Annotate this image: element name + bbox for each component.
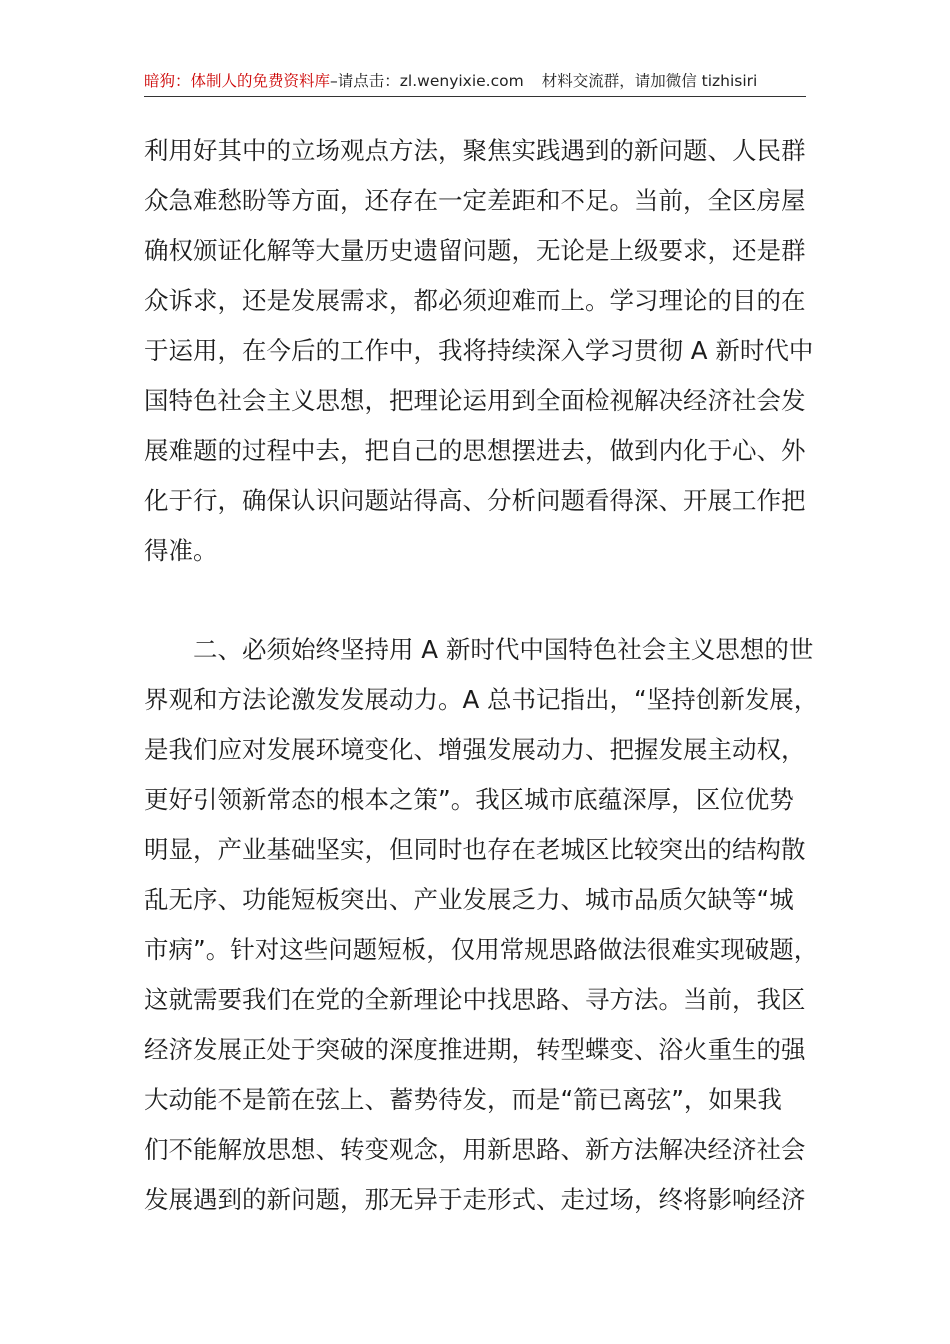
paragraph2-line: 市病”。针对这些问题短板，仅用常规思路做法很难实现破题， xyxy=(144,935,819,964)
paragraph2-line: 发展遇到的新问题，那无异于走形式、走过场，终将影响经济 xyxy=(144,1185,806,1214)
paragraph2-line: 们不能解放思想、转变观念，用新思路、新方法解决经济社会 xyxy=(144,1135,806,1164)
header-wechat-note: 材料交流群，请加微信 tizhisiri xyxy=(541,72,758,90)
paragraph1-line: 化于行，确保认识问题站得高、分析问题看得深、开展工作把 xyxy=(144,486,806,515)
paragraph1-line: 国特色社会主义思想，把理论运用到全面检视解决经济社会发 xyxy=(144,386,806,415)
paragraph2-line: 界观和方法论激发发展动力。A 总书记指出，“坚持创新发展， xyxy=(144,685,819,714)
paragraph1-line: 众诉求，还是发展需求，都必须迎难而上。学习理论的目的在 xyxy=(144,286,806,315)
paragraph2-line: 更好引领新常态的根本之策”。我区城市底蕴深厚，区位优势 xyxy=(144,785,794,814)
paragraph1-line: 确权颁证化解等大量历史遗留问题，无论是上级要求，还是群 xyxy=(144,236,806,265)
paragraph1-line: 得准。 xyxy=(144,536,218,565)
paragraph2-line: 二、必须始终坚持用 A 新时代中国特色社会主义思想的世 xyxy=(193,635,814,664)
header-link-prefix: –请点击： xyxy=(330,72,400,90)
header-site-name: 暗狗：体制人的免费资料库 xyxy=(144,72,331,90)
paragraph2-line: 明显，产业基础坚实，但同时也存在老城区比较突出的结构散 xyxy=(144,835,806,864)
paragraph1-line: 展难题的过程中去，把自己的思想摆进去，做到内化于心、外 xyxy=(144,436,806,465)
paragraph2-line: 乱无序、功能短板突出、产业发展乏力、城市品质欠缺等“城 xyxy=(144,885,794,914)
header-link[interactable]: zl.wenyixie.com xyxy=(399,72,524,90)
page-header xyxy=(144,70,806,94)
paragraph2-line: 这就需要我们在党的全新理论中找思路、寻方法。当前，我区 xyxy=(144,985,806,1014)
paragraph1-line: 于运用，在今后的工作中，我将持续深入学习贯彻 A 新时代中 xyxy=(144,336,814,365)
paragraph2-line: 是我们应对发展环境变化、增强发展动力、把握发展主动权， xyxy=(144,735,806,764)
paragraph2-line: 经济发展正处于突破的深度推进期，转型蝶变、浴火重生的强 xyxy=(144,1035,806,1064)
paragraph1-line: 利用好其中的立场观点方法，聚焦实践遇到的新问题、人民群 xyxy=(144,136,806,165)
header-divider xyxy=(144,96,806,97)
paragraph1-line: 众急难愁盼等方面，还存在一定差距和不足。当前，全区房屋 xyxy=(144,186,806,215)
paragraph2-line: 大动能不是箭在弦上、蓄势待发，而是“箭已离弦”，如果我 xyxy=(144,1085,782,1114)
